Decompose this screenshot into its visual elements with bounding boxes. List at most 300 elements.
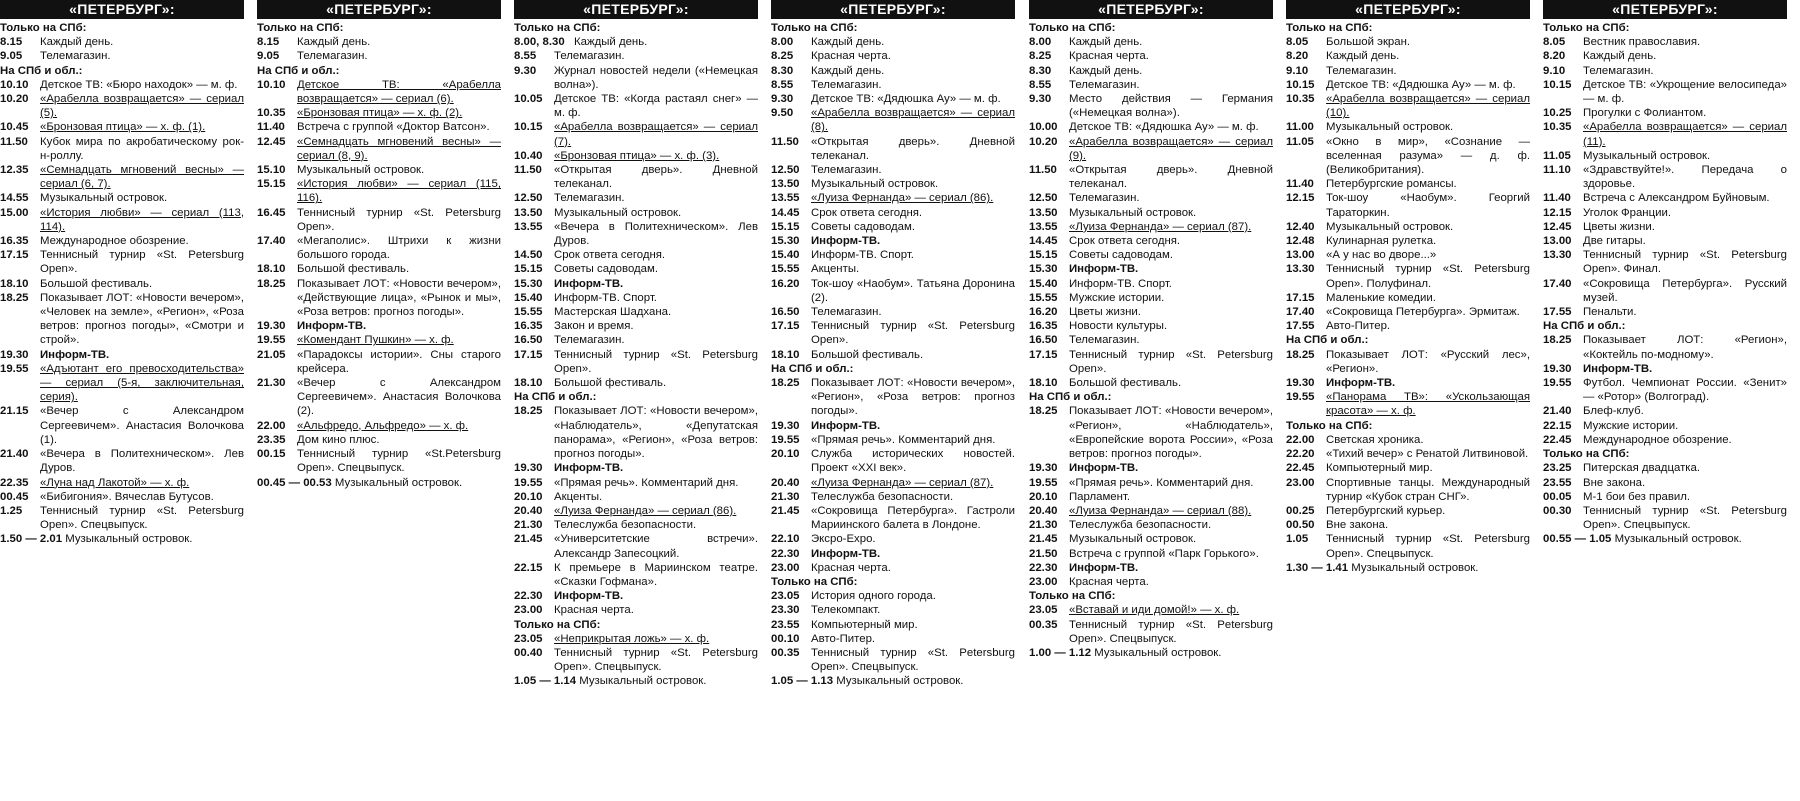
program-title: Показывает ЛОТ: «Новости вечером», «Регион», «Роза ветров: прогноз погоды». (811, 377, 1015, 418)
program-time: 12.48 (1286, 235, 1315, 248)
program-row (1029, 120, 1273, 134)
program-row (1286, 262, 1530, 290)
section-heading: На СПб и обл.: (257, 64, 340, 77)
program-title: «Вечер с Александром Сергеевичем». Анастасия Волочкова (1). (40, 405, 244, 446)
program-time: 13.30 (1543, 249, 1572, 262)
program-row (514, 603, 758, 617)
time-range: 1.05 — 1.13 (771, 675, 834, 688)
program-time: 8.25 (1029, 50, 1052, 63)
program-time: 23.05 (1029, 604, 1058, 617)
program-time: 19.30 (1029, 462, 1058, 475)
program-row (514, 149, 758, 163)
program-row (1029, 78, 1273, 92)
program-title: Большой фестиваль. (40, 277, 153, 290)
program-title: Информ-ТВ. (1069, 561, 1139, 574)
program-title: Каждый день. (40, 36, 114, 49)
program-time: 10.45 (0, 121, 29, 134)
program-row (0, 490, 244, 504)
program-row (771, 78, 1015, 92)
program-row (1029, 333, 1273, 347)
program-time: 10.35 (1543, 121, 1572, 134)
program-title: Светская хроника. (1326, 433, 1424, 446)
program-title: Музыкальный островок. (554, 206, 682, 219)
program-time: 11.05 (1286, 135, 1314, 148)
program-time: 00.05 (1543, 490, 1572, 503)
program-time: 12.40 (1286, 220, 1315, 233)
program-row (771, 319, 1015, 347)
program-row (1029, 532, 1273, 546)
program-title: Петербургские романсы. (1326, 178, 1457, 191)
program-title: Кубок мира по акробатическому рок-н-роллу. (40, 135, 244, 162)
program-time: 14.50 (514, 249, 543, 262)
program-time: 20.10 (1029, 490, 1058, 503)
program-row (1029, 461, 1273, 475)
program-title: Показывает ЛОТ: «Новости вечером», «Наблюдатель», «Депутатская панорама», «Регион», «Роза ветров: прогноз погоды». (554, 405, 758, 461)
program-title: «Луиза Фернанда» — сериал (87). (1069, 220, 1252, 233)
program-row (0, 234, 244, 248)
program-row (771, 632, 1015, 646)
program-time: 22.30 (1029, 561, 1058, 574)
program-title: «Адъютант его превосходительства» — сериал (5-я, заключительная, серия). (40, 362, 244, 404)
program-row (1286, 504, 1530, 518)
program-title: «Панорама ТВ»: «Ускользающая красота» — х. ф. (1326, 391, 1530, 418)
program-title: Кулинарная рулетка. (1326, 235, 1437, 248)
program-row (257, 78, 501, 106)
program-time: 17.55 (1286, 320, 1315, 333)
program-row (514, 305, 758, 319)
program-time: 21.05 (257, 348, 286, 361)
program-row (257, 277, 501, 320)
program-row (1286, 319, 1530, 333)
section-heading: На СПб и обл.: (1543, 320, 1626, 333)
program-title: Срок ответа сегодня. (1069, 235, 1181, 248)
program-title: Спортивные танцы. Международный турнир «Кубок стран СНГ». (1326, 476, 1530, 503)
program-time: 22.45 (1543, 433, 1572, 446)
program-row (771, 490, 1015, 504)
program-row (1543, 362, 1787, 376)
program-title: Советы садоводам. (554, 263, 659, 276)
program-title: Информ-ТВ. (811, 547, 881, 560)
program-time: 21.30 (257, 377, 286, 390)
section-heading: Только на СПб: (1286, 22, 1373, 34)
program-title: Встреча с группой «Доктор Ватсон». (297, 121, 490, 134)
program-title: «Луиза Фернанда» — сериал (86). (811, 192, 994, 205)
program-time: 10.35 (1286, 93, 1315, 106)
program-row (1286, 532, 1530, 560)
time-range: 00.55 — 1.05 (1543, 533, 1612, 546)
program-title: Красная черта. (554, 604, 634, 617)
program-title: Каждый день. (1069, 64, 1143, 77)
program-row (0, 49, 244, 63)
program-time: 15.30 (514, 277, 543, 290)
program-title: «Сокровища Петербурга». Русский музей. (1583, 277, 1787, 304)
program-title: Питерская двадцатка. (1583, 462, 1701, 475)
program-title: Журнал новостей недели («Немецкая волна»). (554, 64, 758, 91)
program-row (514, 646, 758, 674)
program-row (1286, 49, 1530, 63)
program-row (1029, 618, 1273, 646)
program-row (1543, 64, 1787, 78)
program-title: Вестник православия. (1583, 36, 1701, 49)
program-time: 22.15 (514, 561, 543, 574)
program-row (0, 78, 244, 92)
program-title: «Здравствуйте!». Передача о здоровье. (1583, 164, 1787, 191)
program-time: 17.15 (1286, 291, 1315, 304)
program-row (1286, 220, 1530, 234)
program-title: «Луиза Фернанда» — сериал (86). (554, 504, 737, 517)
program-title: Теннисный турнир «St. Petersburg Open». (554, 348, 758, 375)
program-row (771, 262, 1015, 276)
program-title: Музыкальный островок. (1069, 533, 1197, 546)
program-row (771, 35, 1015, 49)
program-row (257, 177, 501, 205)
program-time: 15.55 (1029, 291, 1058, 304)
program-row (0, 404, 244, 447)
program-title: Цветы жизни. (1069, 306, 1141, 319)
program-time: 23.05 (514, 632, 543, 645)
program-row (257, 120, 501, 134)
program-title: Ток-шоу «Наобум». Георгий Тараторкин. (1326, 192, 1530, 219)
program-row (514, 589, 758, 603)
program-title: Авто-Питер. (1326, 320, 1391, 333)
program-title: Теннисный турнир «St. Petersburg Open». Спецвыпуск. (554, 646, 758, 674)
program-time: 17.40 (1286, 306, 1315, 319)
program-title: Акценты. (554, 490, 603, 503)
program-title: Теннисный турнир «St. Petersburg Open». Спецвыпуск. (40, 504, 244, 532)
program-time: 12.45 (1543, 220, 1572, 233)
program-row (0, 447, 244, 475)
program-time: 19.55 (257, 334, 286, 347)
program-time: 23.05 (771, 590, 800, 603)
program-time: 13.00 (1286, 249, 1315, 262)
program-title: «Арабелла возвращается» — сериал (5). (40, 93, 244, 120)
program-time: 18.25 (0, 291, 29, 304)
program-row (1543, 49, 1787, 63)
program-row (1286, 177, 1530, 191)
program-title: Теннисный турнир «St. Petersburg Open». (40, 249, 244, 276)
program-row (1286, 120, 1530, 134)
program-time: 18.25 (514, 405, 543, 418)
program-row (771, 92, 1015, 106)
program-time: 15.10 (257, 164, 286, 177)
program-time: 1.25 (0, 504, 23, 517)
channel-header: «ПЕТЕРБУРГ»: (257, 0, 501, 19)
program-row (771, 248, 1015, 262)
channel-header: «ПЕТЕРБУРГ»: (771, 0, 1015, 19)
program-time: 16.20 (1029, 306, 1058, 319)
program-time: 21.40 (1543, 405, 1572, 418)
program-row (514, 632, 758, 646)
program-title: Закон и время. (554, 320, 634, 333)
program-title: Уголок Франции. (1583, 206, 1672, 219)
program-title: Компьютерный мир. (811, 618, 918, 631)
program-title: «Парадоксы истории». Сны старого крейсера. (297, 348, 501, 375)
program-title: Новости культуры. (1069, 320, 1168, 333)
program-row (1543, 490, 1787, 504)
program-time: 22.30 (514, 590, 543, 603)
program-time: 22.00 (257, 419, 286, 432)
program-time: 15.40 (514, 291, 543, 304)
program-row (1543, 163, 1787, 191)
program-row (1543, 476, 1787, 490)
program-title: Большой фестиваль. (554, 377, 667, 390)
program-row (257, 262, 501, 276)
program-title: «Семнадцать мгновений весны» — сериал (8, 9). (297, 135, 501, 162)
program-time: 19.30 (514, 462, 543, 475)
program-time: 8.15 (0, 36, 23, 49)
program-title: «История любви» — сериал (113, 114). (40, 206, 244, 233)
program-time: 10.10 (0, 78, 29, 91)
program-time: 22.20 (1286, 448, 1315, 461)
program-title: Каждый день. (574, 36, 648, 49)
program-title: «Университетские встречи». Александр Запесоцкий. (554, 533, 758, 560)
program-row (771, 305, 1015, 319)
program-row (1543, 504, 1787, 532)
program-row (514, 92, 758, 120)
closing-program (1286, 561, 1530, 575)
program-row (1286, 433, 1530, 447)
program-time: 14.45 (771, 206, 800, 219)
program-title: Теннисный турнир «St. Petersburg Open». (297, 206, 501, 233)
time-range: 1.05 — 1.14 (514, 675, 577, 688)
program-title: Теннисный турнир «St. Petersburg Open». Спецвыпуск. (1069, 618, 1273, 645)
program-row (771, 618, 1015, 632)
program-time: 12.35 (0, 164, 29, 177)
program-row (1029, 220, 1273, 234)
program-time: 19.30 (0, 348, 29, 361)
program-row (1029, 92, 1273, 120)
section-heading: На СПб и обл.: (1286, 334, 1369, 347)
program-row (514, 476, 758, 490)
program-time: 10.20 (0, 93, 29, 106)
program-time: 17.55 (1543, 306, 1572, 319)
program-title: Музыкальный островок. (811, 178, 939, 191)
program-row (257, 319, 501, 333)
program-title: «Арабелла возвращается» — сериал (11). (1583, 121, 1787, 148)
program-title: Место действия — Германия («Немецкая волна»). (1069, 93, 1273, 120)
program-time: 18.25 (1286, 348, 1315, 361)
program-time: 10.05 (514, 93, 543, 106)
program-time: 22.00 (1286, 433, 1315, 446)
section-heading: Только на СПб: (1543, 448, 1630, 461)
program-time: 9.10 (1286, 64, 1309, 77)
program-time: 8.00 (771, 36, 794, 49)
program-row (257, 447, 501, 475)
program-row (1029, 490, 1273, 504)
program-title: Маленькие комедии. (1326, 291, 1436, 304)
program-title: Телемагазин. (1583, 64, 1654, 77)
program-row (514, 248, 758, 262)
program-title: Музыкальный островок. (65, 533, 193, 546)
program-row (771, 64, 1015, 78)
program-title: Каждый день. (811, 36, 885, 49)
program-time: 13.00 (1543, 235, 1572, 248)
program-time: 17.15 (1029, 348, 1058, 361)
program-row (771, 476, 1015, 490)
program-title: М-1 бои без правил. (1583, 490, 1691, 503)
program-row (1029, 476, 1273, 490)
program-time: 16.35 (0, 235, 29, 248)
program-title: Каждый день. (811, 64, 885, 77)
program-time: 17.15 (771, 320, 800, 333)
program-title: Каждый день. (1326, 50, 1400, 63)
program-time: 22.45 (1286, 462, 1315, 475)
program-time: 00.15 (257, 448, 286, 461)
program-title: Мужские истории. (1583, 419, 1679, 432)
program-row (257, 49, 501, 63)
program-row (771, 206, 1015, 220)
program-time: 14.55 (0, 192, 29, 205)
program-time: 18.10 (1029, 377, 1058, 390)
program-title: Музыкальный островок. (1094, 646, 1222, 659)
schedule-column (771, 0, 1015, 689)
program-title: «Бибигония». Вячеслав Бутусов. (40, 490, 214, 503)
program-title: «Арабелла возвращается» — сериал (9). (1069, 135, 1273, 162)
program-title: «Сокровища Петербурга». Гастроли Мариинского балета в Лондоне. (811, 504, 1015, 532)
program-title: «Луиза Фернанда» — сериал (88). (1069, 504, 1252, 517)
program-title: «Арабелла возвращается» — сериал (8). (811, 107, 1015, 134)
program-time: 11.50 (771, 135, 799, 148)
program-title: «Альфредо, Альфредо» — х. ф. (297, 419, 469, 432)
program-time: 10.00 (1029, 121, 1058, 134)
program-row (257, 333, 501, 347)
program-row (514, 404, 758, 461)
program-row (771, 106, 1015, 134)
program-time: 19.30 (1286, 377, 1315, 390)
section-heading: Только на СПб: (514, 22, 601, 34)
program-time: 21.15 (0, 405, 29, 418)
program-title: Блеф-клуб. (1583, 405, 1644, 418)
program-row (514, 532, 758, 560)
program-time: 18.25 (771, 377, 800, 390)
program-title: Показывает ЛОТ: «Регион», «Коктейль по-модному». (1583, 334, 1787, 361)
program-title: Красная черта. (1069, 50, 1149, 63)
program-title: «Сокровища Петербурга». Эрмитаж. (1326, 306, 1520, 319)
program-title: Две гитары. (1583, 235, 1646, 248)
program-time: 18.25 (1543, 334, 1572, 347)
section-heading: Только на СПб: (1029, 22, 1116, 34)
program-time: 21.30 (1029, 519, 1058, 532)
program-row (771, 447, 1015, 475)
program-time: 18.10 (257, 263, 286, 276)
program-title: Музыкальный островок. (334, 476, 463, 489)
program-row (1286, 92, 1530, 120)
program-title: Показывает ЛОТ: «Новости вечером», «Человек на земле», «Регион», «Роза ветров: прогноз погоды», «Смотри и строй». (40, 291, 244, 347)
program-row (1543, 404, 1787, 418)
program-title: «Бронзовая птица» — х. ф. (3). (554, 149, 720, 162)
program-time: 21.50 (1029, 547, 1058, 560)
program-row (514, 333, 758, 347)
program-title: Музыкальный островок. (579, 675, 707, 688)
program-title: «Арабелла возвращается» — сериал (10). (1326, 93, 1530, 120)
program-time: 8.30 (771, 64, 794, 77)
program-title: «Луиза Фернанда» — сериал (87). (811, 476, 994, 489)
program-title: Вне закона. (1583, 476, 1646, 489)
program-row (257, 206, 501, 234)
program-row (0, 92, 244, 120)
program-time: 16.35 (514, 320, 543, 333)
program-time: 15.15 (257, 178, 286, 191)
program-row (1543, 78, 1787, 106)
program-time: 16.50 (1029, 334, 1058, 347)
program-time: 8.25 (771, 50, 794, 63)
closing-program (771, 674, 1015, 688)
program-time: 15.30 (771, 235, 800, 248)
program-time: 12.50 (771, 164, 800, 177)
program-title: Теннисный турнир «St. Petersburg Open». (1069, 348, 1273, 375)
program-row (1286, 461, 1530, 475)
program-time: 11.10 (1543, 164, 1571, 177)
program-row (1543, 248, 1787, 276)
program-row (1029, 504, 1273, 518)
program-row (1029, 49, 1273, 63)
program-row (1543, 419, 1787, 433)
program-time: 19.55 (1543, 377, 1572, 390)
program-title: Каждый день. (1583, 50, 1657, 63)
program-row (1286, 78, 1530, 92)
program-row (1286, 35, 1530, 49)
program-time: 21.45 (771, 504, 800, 517)
program-row (0, 163, 244, 191)
program-row (257, 419, 501, 433)
program-title: Телемагазин. (811, 306, 882, 319)
section-heading: Только на СПб: (771, 22, 858, 34)
program-row (1543, 106, 1787, 120)
program-row (514, 376, 758, 390)
program-row (1543, 149, 1787, 163)
program-title: Красная черта. (1069, 575, 1149, 588)
program-title: Встреча с Александром Буйновым. (1583, 192, 1770, 205)
program-row (0, 135, 244, 163)
program-title: Акценты. (811, 263, 860, 276)
program-row (1029, 277, 1273, 291)
program-row (771, 376, 1015, 419)
program-time: 9.05 (257, 50, 280, 63)
program-row (771, 49, 1015, 63)
program-row (771, 532, 1015, 546)
program-title: Теннисный турнир «St. Petersburg Open». Полуфинал. (1326, 263, 1530, 290)
program-row (771, 177, 1015, 191)
program-row (514, 348, 758, 376)
program-time: 16.50 (771, 306, 800, 319)
time-range: 1.50 — 2.01 (0, 533, 63, 546)
program-title: Телемагазин. (40, 50, 111, 63)
program-time: 12.15 (1543, 206, 1572, 219)
program-title: «Вставай и иди домой!» — х. ф. (1069, 604, 1240, 617)
program-row (1029, 547, 1273, 561)
program-row (0, 348, 244, 362)
program-row (1029, 248, 1273, 262)
program-time: 20.10 (771, 448, 800, 461)
program-title: Большой экран. (1326, 36, 1411, 49)
program-time: 00.35 (1029, 618, 1058, 631)
program-time: 13.50 (1029, 206, 1058, 219)
program-row (771, 163, 1015, 177)
program-row (1543, 234, 1787, 248)
program-time: 19.30 (257, 320, 286, 333)
program-row (771, 234, 1015, 248)
program-row (1286, 348, 1530, 376)
schedule-column (1029, 0, 1273, 660)
schedule-column (1286, 0, 1530, 575)
program-title: Ток-шоу «Наобум». Татьяна Доронина (2). (811, 277, 1015, 304)
program-row (771, 547, 1015, 561)
program-title: Телемагазин. (1069, 78, 1140, 91)
program-time: 8.00, 8.30 (514, 36, 565, 49)
program-time: 10.15 (1286, 78, 1315, 91)
program-title: «Вечер с Александром Сергеевичем». Анастасия Волочкова (2). (297, 377, 501, 418)
program-time: 8.55 (1029, 78, 1052, 91)
